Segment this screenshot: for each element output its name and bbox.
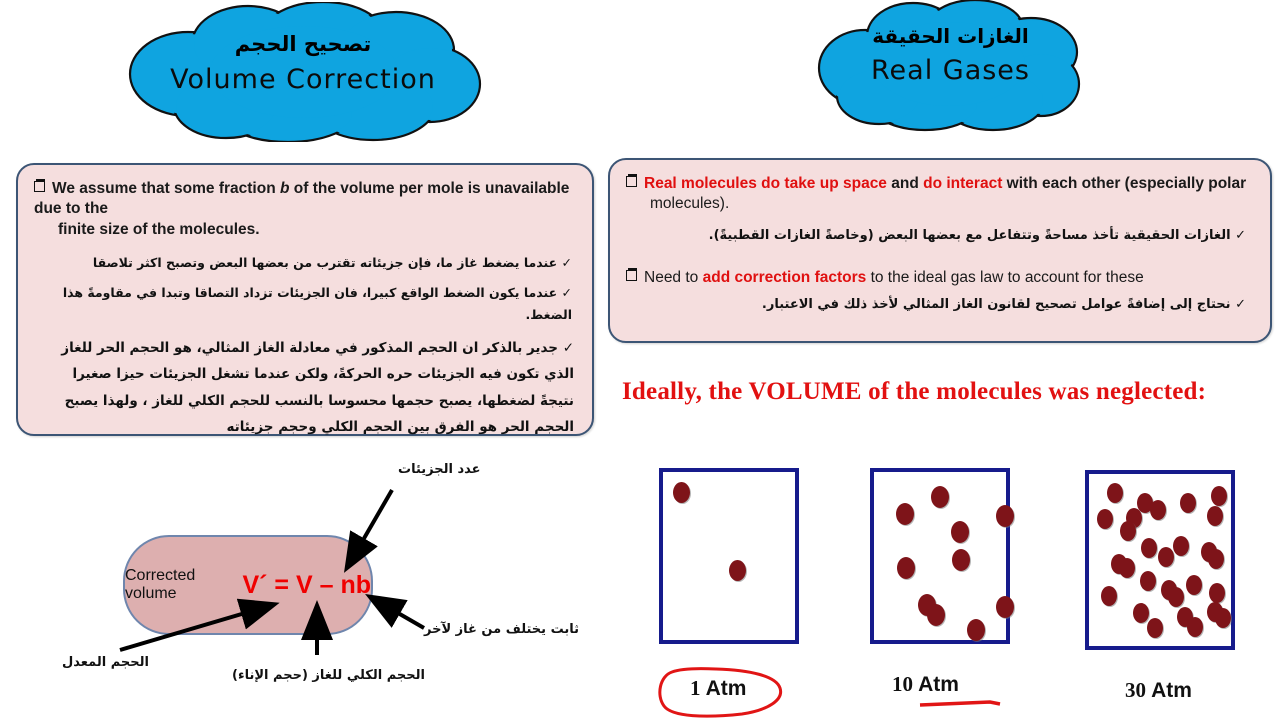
molecule-dot <box>1186 575 1202 595</box>
molecule-dot <box>729 560 746 581</box>
right-box-bullet-2 <box>626 268 1254 288</box>
molecule-dot <box>1150 500 1166 520</box>
left-box-arabic-point-1 <box>34 252 576 274</box>
cloud-right-arabic-title: الغازات الحقيقة <box>872 24 1029 48</box>
left-box-en-italic-b: b <box>279 180 290 197</box>
right-box-arabic-point-2 <box>626 294 1254 317</box>
corrected-volume-capsule <box>123 535 373 635</box>
red-underline-annotation-10atm <box>920 702 1000 705</box>
molecule-dot <box>1119 558 1135 578</box>
molecule-dot <box>1101 586 1117 606</box>
molecule-dot <box>1140 571 1156 591</box>
left-box-arabic-point-1-text: عندما يضغط غاز ما، فإن جزيئاته تقترب من بعضها البعض وتصبح اكثر تلاصقا <box>92 255 558 271</box>
cloud-right-english-title: Real Gases <box>870 55 1030 86</box>
molecule-dot <box>996 505 1014 527</box>
check-icon: ✓ <box>561 255 572 271</box>
check-icon: ✓ <box>1235 227 1246 243</box>
left-box-arabic-point-2 <box>34 282 576 326</box>
right-box-en-tail-2: to the ideal gas law to account for these <box>870 268 1144 286</box>
square-bullet-icon <box>626 270 637 281</box>
section-heading-ideally: Ideally, the VOLUME of the molecules was neglected: <box>622 378 1207 405</box>
molecule-dot <box>951 521 969 543</box>
check-icon: ✓ <box>1235 297 1246 313</box>
molecule-dot <box>967 619 985 641</box>
callout-total-gas-volume: الحجم الكلي للغاز (حجم الإناء) <box>232 668 425 683</box>
right-box-bullet-1 <box>626 174 1254 194</box>
right-box-en-mid-1: and <box>891 175 919 192</box>
right-box-arabic-point-1-text: الغازات الحقيقية تأخذ مساحةً وتتفاعل مع بعضها البعض (وخاصةً الغازات القطبيةً). <box>708 227 1231 243</box>
atm-number-10: 10 <box>892 672 913 696</box>
left-box-en-text-2: finite size of the molecules. <box>58 220 260 238</box>
right-box-arabic-point-2-text: نحتاج إلى إضافةً عوامل تصحيح لقانون الغاز المثالي لأخذ ذلك في الاعتبار. <box>761 297 1231 313</box>
left-box-arabic-point-3-text: جدير بالذكر ان الحجم المذكور في معادلة الغاز المثالي، هو الحجم الحر للغاز الذي تكون فيه الجزيئات حره الحركةً، ولكن عندما تشغل الجزيئات حيزا صغيرا نتيجةً لضغطها، يصبح حجمها محسوسا بالنسب للحجم الكلي للغاز ، ولهذا يصبح الحجم الحر هو الفرق بين الحجم الكلي وحجم جزيئاته <box>61 339 574 435</box>
molecule-dot <box>1209 583 1225 603</box>
arrow-to-b <box>372 598 424 628</box>
cloud-left-arabic-title: تصحيح الحجم <box>234 32 372 56</box>
square-bullet-icon <box>34 181 45 192</box>
molecule-dot <box>897 557 915 579</box>
atm-number-1: 1 <box>690 676 701 700</box>
callout-corrected-volume-ar: الحجم المعدل <box>62 655 149 670</box>
molecule-dot <box>673 482 690 503</box>
atm-unit-10: Atm <box>918 673 959 696</box>
molecule-dot <box>1168 587 1184 607</box>
gas-box-30atm <box>1085 470 1235 650</box>
right-content-box <box>608 158 1272 343</box>
atm-number-30: 30 <box>1125 678 1146 702</box>
molecule-dot <box>1097 509 1113 529</box>
left-box-arabic-point-3 <box>34 335 576 440</box>
corrected-volume-label: Corrected volume <box>125 567 196 602</box>
molecule-dot <box>1120 521 1136 541</box>
molecule-dot <box>1133 603 1149 623</box>
molecule-dot <box>1147 618 1163 638</box>
check-icon: ✓ <box>561 285 572 301</box>
right-box-red-phrase-2: do interact <box>923 175 1003 192</box>
molecule-dot <box>1180 493 1196 513</box>
right-box-en-line-2: molecules). <box>650 195 730 213</box>
gas-box-1atm <box>659 468 799 644</box>
molecule-dot <box>931 486 949 508</box>
corrected-volume-formula: V´ = V – nb <box>242 570 371 599</box>
callout-constant-varies-by-gas: ثابت يختلف من غاز لآخر <box>424 622 579 637</box>
molecule-dot <box>1173 536 1189 556</box>
molecule-dot <box>1208 549 1224 569</box>
molecule-dot <box>1141 538 1157 558</box>
molecule-dot <box>1211 486 1227 506</box>
check-icon: ✓ <box>562 339 574 356</box>
left-box-bullet-1 <box>34 179 576 220</box>
molecule-dot <box>952 549 970 571</box>
molecule-dot <box>1158 547 1174 567</box>
right-box-en-head-2: Need to <box>644 268 699 286</box>
left-box-arabic-point-2-text: عندما يكون الضغط الواقع كبيرا، فان الجزيئات تزداد التصاقا وتبدا في مقاومةً هذا الضغط. <box>62 285 572 323</box>
cloud-shape-right-icon <box>813 0 1088 132</box>
atm-unit-30: Atm <box>1151 679 1192 702</box>
right-box-red-phrase-3: add correction factors <box>702 268 867 286</box>
atm-label-10 <box>892 672 959 697</box>
gas-box-10atm <box>870 468 1010 644</box>
atm-label-30 <box>1125 678 1192 703</box>
left-box-en-text-1a: We assume that some fraction <box>52 180 276 197</box>
callout-number-of-molecules: عدد الجزيئات <box>398 462 481 477</box>
cloud-left-english-title: Volume Correction <box>170 64 436 95</box>
molecule-dot <box>1187 617 1203 637</box>
molecule-dot <box>1207 506 1223 526</box>
right-box-en-tail-1: with each other (especially polar <box>1006 175 1247 192</box>
left-box-en-text-1b: of the volume per mole is unavailable due to the <box>34 180 570 218</box>
cloud-volume-correction <box>118 2 488 142</box>
molecule-dot <box>996 596 1014 618</box>
left-content-box <box>16 163 594 436</box>
cloud-shape-left-icon <box>118 2 488 142</box>
molecule-dot <box>1215 608 1231 628</box>
molecule-dot <box>927 604 945 626</box>
atm-unit-1: Atm <box>705 677 747 700</box>
right-box-red-phrase-1: Real molecules do take up space <box>644 175 887 192</box>
atm-label-1 <box>690 676 746 701</box>
right-box-arabic-point-1 <box>626 225 1254 248</box>
cloud-real-gases <box>813 0 1088 132</box>
molecule-dot <box>896 503 914 525</box>
square-bullet-icon <box>626 176 637 187</box>
molecule-dot <box>1107 483 1123 503</box>
